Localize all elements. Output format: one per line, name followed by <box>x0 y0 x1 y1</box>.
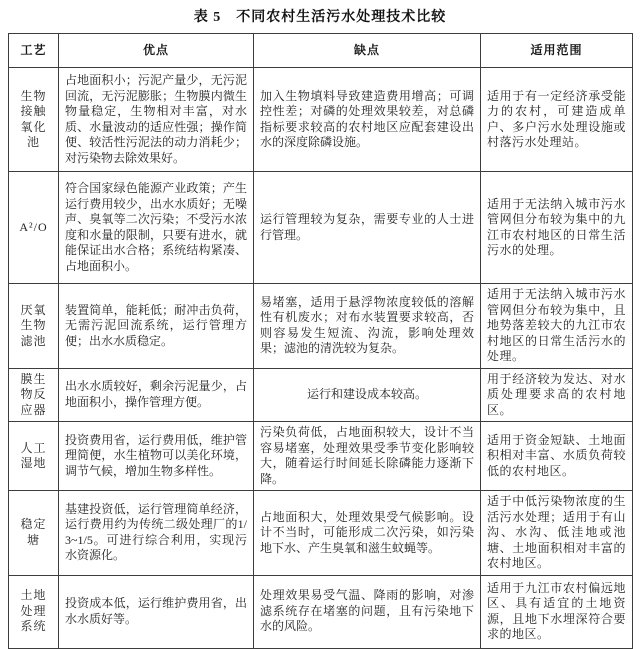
table-row-anaerobic-biofilter <box>9 284 633 369</box>
cell-process: 膜生物反应器 <box>9 368 59 422</box>
table-row-land-treatment-system <box>9 575 633 648</box>
cell-disadvantages: 处理效果易受气温、降雨的影响，对渗滤系统存在堵塞的问题，且有污染地下水的风险。 <box>254 575 481 648</box>
cell-scope: 适于中低污染物浓度的生活污水处理；适用于有山沟、水沟、低洼地或池塘、土地面积相对丰富的农村地区。 <box>481 491 633 576</box>
cell-disadvantages: 易堵塞，适用于悬浮物浓度较低的溶解性有机废水；对布水装置要求较高，否则容易发生短流、沟流，影响处理效果；滤池的清洗较为复杂。 <box>254 284 481 369</box>
table-row-a2o <box>9 172 633 284</box>
column-header-advantages: 优点 <box>59 34 254 68</box>
cell-process: 稳定塘 <box>9 491 59 576</box>
table-row-biological-contact-oxidation <box>9 68 633 172</box>
cell-disadvantages: 运行和建设成本较高。 <box>254 368 481 422</box>
table-row-stabilization-pond <box>9 491 633 576</box>
cell-scope: 适用于九江市农村偏远地区、具有适宜的土地资源，且地下水埋深符合要求的地区。 <box>481 575 633 648</box>
cell-advantages: 占地面积小；污泥产量少，无污泥回流，无污泥膨胀；生物膜内微生物量稳定，生物相对丰富，对水质、水量波动的适应性强；操作简便、较活性污泥法的动力消耗少；对污染物去除效果好。 <box>59 68 254 172</box>
cell-disadvantages: 污染负荷低，占地面积较大，设计不当容易堵塞，处理效果受季节变化影响较大，随着运行时间延长除磷能力逐渐下降。 <box>254 422 481 491</box>
cell-scope: 适用于无法纳入城市污水管网但分布较为集中，且地势落差较大的九江市农村地区的日常生活污水的处理。 <box>481 284 633 369</box>
cell-process: 厌氧生物滤池 <box>9 284 59 369</box>
comparison-table <box>8 33 633 649</box>
column-header-scope: 适用范围 <box>481 34 633 68</box>
cell-advantages: 投资费用省，运行费用低，维护管理简便，水生植物可以美化环境，调节气候，增加生物多样性。 <box>59 422 254 491</box>
table-row-membrane-bioreactor <box>9 368 633 422</box>
cell-scope: 适用于资金短缺、土地面积相对丰富、水质负荷较低的农村地区。 <box>481 422 633 491</box>
column-header-process: 工艺 <box>9 34 59 68</box>
cell-scope: 适用于有一定经济承受能力的农村，可建造成单户、多户污水处理设施或村落污水处理站。 <box>481 68 633 172</box>
cell-scope: 用于经济较为发达、对水质处理要求高的农村地区。 <box>481 368 633 422</box>
cell-advantages: 投资成本低，运行维护费用省，出水水质好等。 <box>59 575 254 648</box>
cell-process: A²/O <box>9 172 59 284</box>
table-caption: 表 5 不同农村生活污水处理技术比较 <box>193 10 447 25</box>
cell-scope: 适用于无法纳入城市污水管网但分布较为集中的九江市农村地区的日常生活污水的处理。 <box>481 172 633 284</box>
cell-advantages: 符合国家绿色能源产业政策；产生运行费用较少，出水水质好；无噪声、臭氧等二次污染；不受污水浓度和水量的限制，只要有进水，就能保证出水合格；系统结构紧凑、占地面积小。 <box>59 172 254 284</box>
cell-process: 人工湿地 <box>9 422 59 491</box>
cell-advantages: 基建投资低，运行管理简单经济，运行费用约为传统二级处理厂的1/3~1/5。可进行综合利用，实现污水资源化。 <box>59 491 254 576</box>
cell-disadvantages: 加入生物填料导致建造费用增高；可调控性差；对磷的处理效果较差，对总磷指标要求较高的农村地区应配套建设出水的深度除磷设施。 <box>254 68 481 172</box>
cell-disadvantages: 占地面积大，处理效果受气候影响。设计不当时，可能形成二次污染，如污染地下水、产生臭氧和滋生蚊蝇等。 <box>254 491 481 576</box>
cell-advantages: 装置简单，能耗低；耐冲击负荷，无需污泥回流系统，运行管理方便；出水水质稳定。 <box>59 284 254 369</box>
cell-disadvantages: 运行管理较为复杂，需要专业的人士进行管理。 <box>254 172 481 284</box>
header-row <box>9 34 633 68</box>
column-header-disadvantages: 缺点 <box>254 34 481 68</box>
cell-process: 土地处理系统 <box>9 575 59 648</box>
cell-process: 生物接触氧化池 <box>9 68 59 172</box>
table-row-constructed-wetland <box>9 422 633 491</box>
cell-advantages: 出水水质较好，剩余污泥量少，占地面积小，操作管理方便。 <box>59 368 254 422</box>
